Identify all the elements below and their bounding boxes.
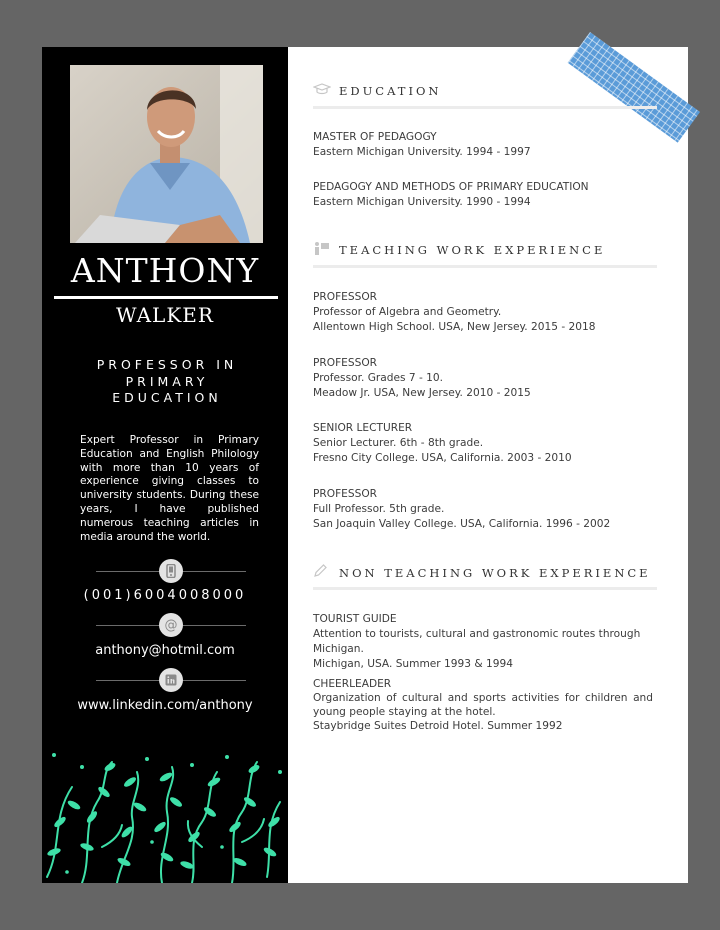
section-rule — [313, 587, 657, 590]
non-teaching-entry — [313, 677, 653, 734]
teacher-icon — [313, 241, 339, 259]
sidebar — [42, 47, 288, 883]
email-row — [96, 613, 246, 639]
pencil-icon — [313, 564, 339, 582]
entry-detail: Full Professor. 5th grade. — [313, 503, 445, 515]
teaching-section — [313, 240, 657, 530]
job-title — [87, 357, 247, 407]
floral-decoration — [42, 747, 288, 883]
email-link[interactable]: anthony@hotmil.com — [95, 643, 235, 658]
graduation-cap-icon — [313, 83, 339, 99]
name-divider — [54, 296, 278, 299]
teaching-entry — [313, 421, 653, 466]
section-title: TEACHING WORK EXPERIENCE — [339, 243, 606, 257]
bio-text: Expert Professor in Primary Education and English Philology with more than 10 years of experience giving classes to university students. During these years, I have published numerous teaching articles in media around the world. — [80, 434, 259, 543]
job-title-line: PROFESSOR IN — [96, 357, 238, 372]
linkedin-row — [96, 668, 246, 694]
entry-role: SENIOR LECTURER — [313, 422, 413, 434]
entry-detail: Professor of Algebra and Geometry. — [313, 306, 502, 318]
entry-role: TOURIST GUIDE — [313, 613, 397, 625]
teaching-entry — [313, 356, 653, 401]
entry-place: Michigan, USA. Summer 1993 & 1994 — [313, 658, 513, 670]
non-teaching-section — [313, 563, 657, 732]
section-title: NON TEACHING WORK EXPERIENCE — [339, 566, 651, 580]
job-title-line: EDUCATION — [112, 390, 222, 405]
entry-detail: Eastern Michigan University. 1994 - 1997 — [313, 146, 531, 158]
teaching-header — [313, 240, 657, 260]
first-name: ANTHONY — [70, 251, 260, 290]
section-title: EDUCATION — [339, 84, 442, 98]
entry-place: Staybridge Suites Detroid Hotel. Summer 1992 — [313, 720, 563, 732]
education-header — [313, 81, 657, 101]
job-title-line: PRIMARY — [125, 373, 209, 389]
teaching-entry — [313, 487, 653, 532]
entry-role: PROFESSOR — [313, 357, 378, 369]
education-entry — [313, 130, 653, 160]
last-name: WALKER — [116, 303, 214, 327]
entry-place: Allentown High School. USA, New Jersey. 2015 - 2018 — [313, 321, 596, 333]
non-teaching-entry — [313, 612, 653, 672]
section-rule — [313, 106, 657, 109]
entry-detail: Eastern Michigan University. 1990 - 1994 — [313, 196, 531, 208]
entry-place: San Joaquin Valley College. USA, California. 1996 - 2002 — [313, 518, 611, 530]
entry-place: Meadow Jr. USA, New Jersey. 2010 - 2015 — [313, 387, 531, 399]
entry-detail: Senior Lecturer. 6th - 8th grade. — [313, 437, 484, 449]
entry-role: PROFESSOR — [313, 488, 378, 500]
phone-icon — [159, 559, 183, 583]
non-teaching-header — [313, 563, 657, 583]
entry-role: CHEERLEADER — [313, 678, 392, 690]
entry-role: PROFESSOR — [313, 291, 378, 303]
phone-number[interactable]: (001)6004008000 — [83, 588, 247, 603]
at-icon: @ — [159, 613, 183, 637]
linkedin-icon — [159, 668, 183, 692]
entry-detail: Attention to tourists, cultural and gastronomic routes through Michigan. — [313, 628, 641, 655]
profile-photo — [70, 65, 263, 243]
entry-role: PEDAGOGY AND METHODS OF PRIMARY EDUCATION — [313, 181, 589, 193]
linkedin-link[interactable]: www.linkedin.com/anthony — [77, 698, 253, 713]
teaching-entry — [313, 290, 653, 335]
education-entry — [313, 180, 653, 210]
entry-detail: Professor. Grades 7 - 10. — [313, 372, 444, 384]
entry-place: Fresno City College. USA, California. 2003 - 2010 — [313, 452, 572, 464]
entry-detail: Organization of cultural and sports activities for children and young people staying at the hotel. — [313, 692, 653, 718]
entry-role: MASTER OF PEDAGOGY — [313, 131, 437, 143]
education-section — [313, 81, 657, 208]
phone-row — [96, 559, 246, 585]
section-rule — [313, 265, 657, 268]
